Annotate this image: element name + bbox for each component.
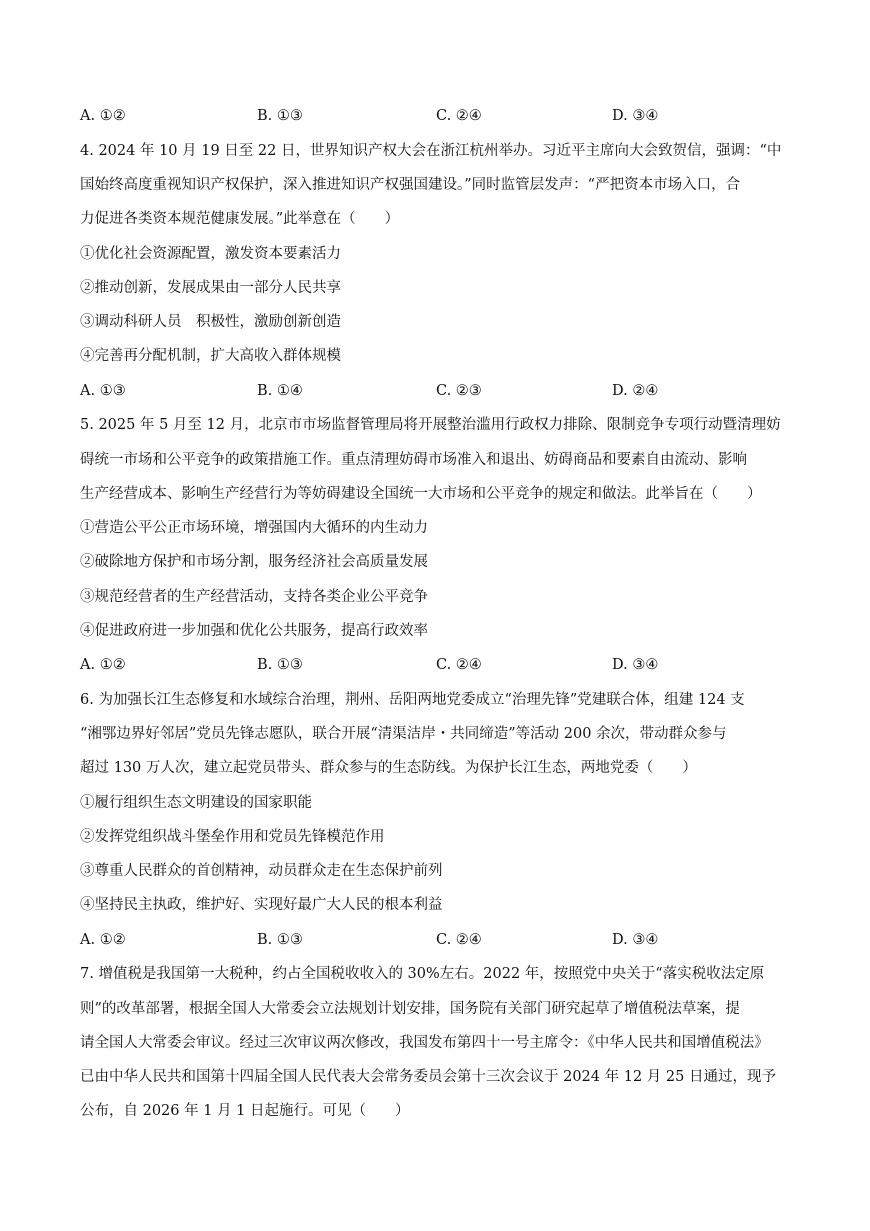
q5-item-1: ①营造公平公正市场环境，增强国内大循环的内生动力: [80, 520, 428, 536]
option-a: A. ①②: [80, 932, 126, 948]
q7-stem-line: 公布，自 2026 年 1 月 1 日起施行。可见（ ）: [80, 1103, 410, 1119]
q6-stem-line: 6. 为加强长江生态修复和水域综合治理，荆州、岳阳两地党委成立“治理先锋”党建联合体，组建 124 支: [80, 692, 745, 708]
option-c: C. ②④: [436, 657, 482, 673]
option-b: B. ①③: [257, 108, 303, 124]
q6-stem-line: “湘鄂边界好邻居”党员先锋志愿队，联合开展“清渠洁岸・共同缔造”等活动 200 余次，带动群众参与: [80, 726, 727, 742]
option-d: D. ③④: [612, 932, 659, 948]
q5-stem-line: 碍统一市场和公平竞争的政策措施工作。重点清理妨碍市场准入和退出、妨碍商品和要素自由流动、影响: [80, 452, 747, 468]
option-b: B. ①③: [257, 657, 303, 673]
option-a: A. ①②: [80, 657, 126, 673]
q4-item-4: ④完善再分配机制，扩大高收入群体规模: [80, 348, 341, 364]
q3-options: [80, 106, 800, 126]
option-c: C. ②③: [436, 383, 482, 399]
q4-item-2: ②推动创新，发展成果由一部分人民共享: [80, 280, 341, 296]
option-c: C. ②④: [436, 932, 482, 948]
q6-options: [80, 930, 800, 950]
q4-options: [80, 381, 800, 401]
option-a: A. ①②: [80, 108, 126, 124]
q5-options: [80, 655, 800, 675]
q5-item-2: ②破除地方保护和市场分割，服务经济社会高质量发展: [80, 554, 428, 570]
option-d: D. ③④: [612, 108, 659, 124]
q5-stem-line: 5. 2025 年 5 月至 12 月，北京市市场监督管理局将开展整治滥用行政权力排除、限制竞争专项行动暨清理妨: [80, 417, 781, 433]
q4-item-1: ①优化社会资源配置，激发资本要素活力: [80, 246, 341, 262]
q6-item-1: ①履行组织生态文明建设的国家职能: [80, 795, 312, 811]
option-b: B. ①③: [257, 932, 303, 948]
q6-item-2: ②发挥党组织战斗堡垒作用和党员先锋模范作用: [80, 829, 385, 845]
q7-stem-line: 请全国人大常委会审议。经过三次审议两次修改，我国发布第四十一号主席令：《中华人民共和国增值税法》: [80, 1035, 769, 1051]
option-b: B. ①④: [257, 383, 303, 399]
option-d: D. ②④: [612, 383, 659, 399]
q5-item-3: ③规范经营者的生产经营活动，支持各类企业公平竞争: [80, 589, 428, 605]
option-a: A. ①③: [80, 383, 126, 399]
q7-stem-line: 7. 增值税是我国第一大税种，约占全国税收收入的 30%左右。2022 年，按照党中央关于“落实税收法定原: [80, 966, 765, 982]
q4-stem-line: 力促进各类资本规范健康发展。”此举意在（ ）: [80, 211, 400, 227]
q5-stem-line: 生产经营成本、影响生产经营行为等妨碍建设全国统一大市场和公平竞争的规定和做法。此举旨在（ ）: [80, 486, 762, 502]
q5-item-4: ④促进政府进一步加强和优化公共服务，提高行政效率: [80, 623, 428, 639]
q4-stem-line: 4. 2024 年 10 月 19 日至 22 日，世界知识产权大会在浙江杭州举办。习近平主席向大会致贺信，强调：“中: [80, 143, 782, 159]
q4-item-3: ③调动科研人员 积极性，激励创新创造: [80, 314, 341, 330]
option-d: D. ③④: [612, 657, 659, 673]
q6-item-3: ③尊重人民群众的首创精神，动员群众走在生态保护前列: [80, 863, 443, 879]
q7-stem-line: 则”的改革部署，根据全国人大常委会立法规划计划安排，国务院有关部门研究起草了增值税法草案，提: [80, 1001, 740, 1017]
q7-stem-line: 已由中华人民共和国第十四届全国人民代表大会常务委员会第十三次会议于 2024 年 12 月 25 日通过，现予: [80, 1069, 776, 1085]
q6-stem-line: 超过 130 万人次，建立起党员带头、群众参与的生态防线。为保护长江生态，两地党委（ ）: [80, 760, 697, 776]
q4-stem-line: 国始终高度重视知识产权保护，深入推进知识产权强国建设。”同时监管层发声：“严把资本市场入口，合: [80, 177, 741, 193]
q6-item-4: ④坚持民主执政，维护好、实现好最广大人民的根本利益: [80, 897, 443, 913]
option-c: C. ②④: [436, 108, 482, 124]
